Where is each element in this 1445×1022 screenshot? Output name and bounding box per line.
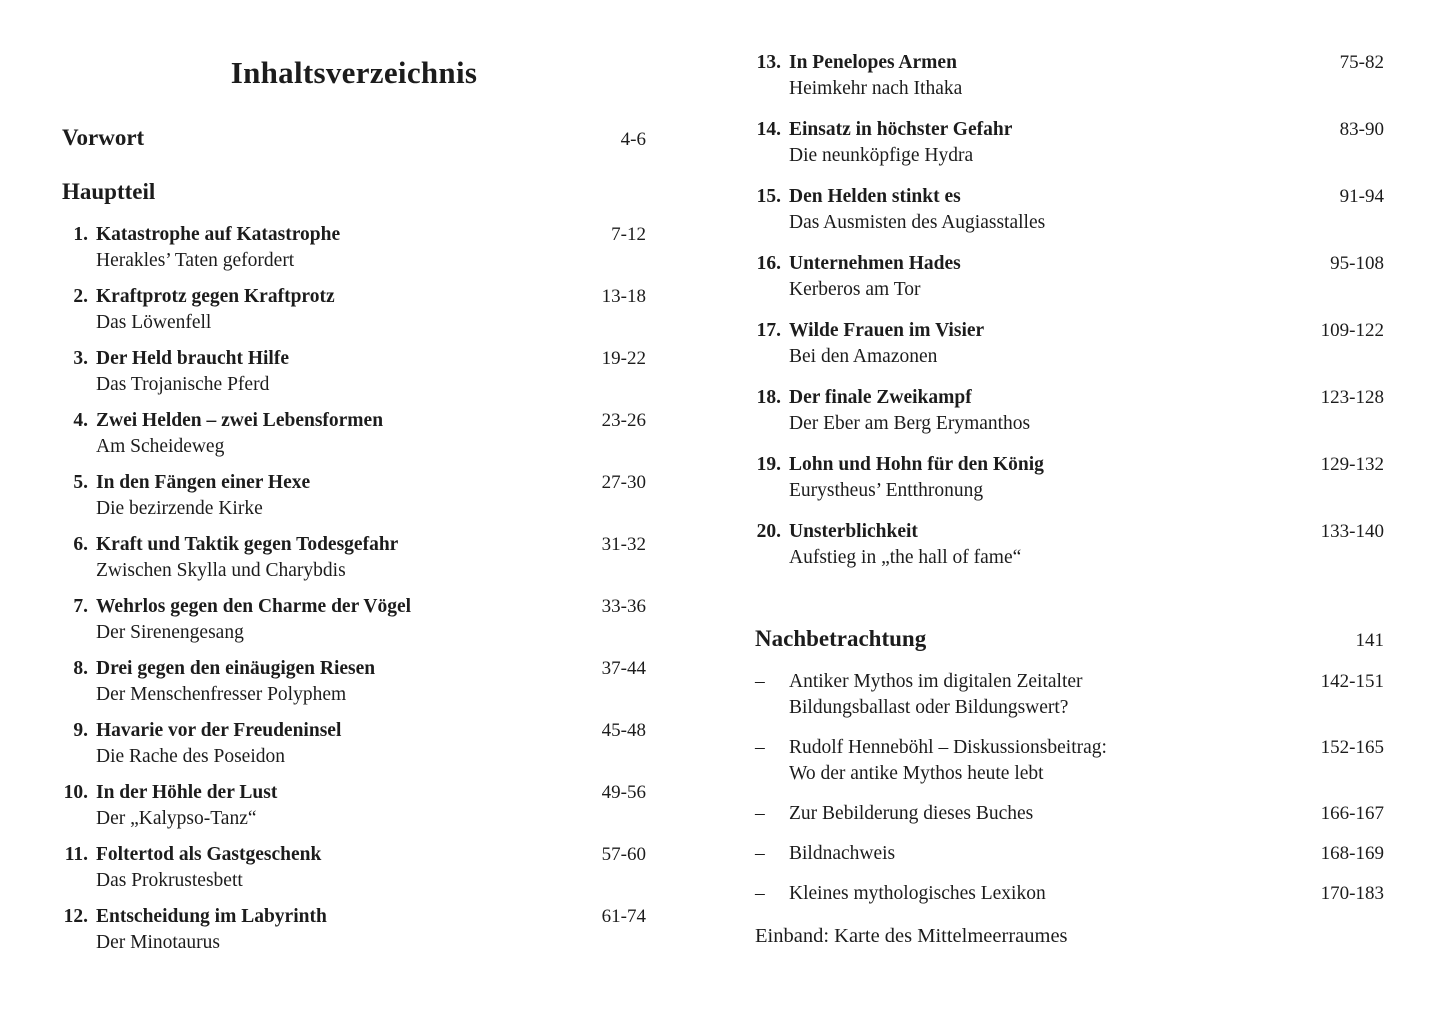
toc-right-column [755, 50, 1384, 949]
toc-entry-number: 12. [63, 906, 88, 927]
toc-entry-number: 11. [64, 844, 88, 865]
appendix-entry-text [789, 841, 1313, 867]
toc-entry-number: 17. [756, 320, 781, 341]
toc-entry-title: Den Helden stinkt es [789, 186, 961, 207]
appendix-entry-line1: Rudolf Henneböhl – Diskussionsbeitrag: [789, 737, 1107, 758]
toc-entry-number: 7. [73, 596, 88, 617]
toc-entry-subtitle: Der Sirenengesang [96, 622, 244, 643]
toc-entry-text [789, 117, 1332, 169]
toc-entry-title: Der finale Zweikampf [789, 387, 972, 408]
toc-entry-pages: 83-90 [1339, 119, 1384, 140]
toc-entry-number: 15. [756, 186, 781, 207]
toc-entry-subtitle: Der „Kalypso-Tanz“ [96, 808, 257, 829]
appendix-entry-text [789, 881, 1313, 907]
toc-entry-pages: 91-94 [1339, 186, 1384, 207]
toc-entry-pages: 49-56 [601, 782, 646, 803]
appendix-entry [755, 801, 1384, 827]
toc-entry-title: Unternehmen Hades [789, 253, 961, 274]
toc-entry [755, 385, 1384, 437]
vorwort-label: Vorwort [62, 125, 145, 150]
toc-entry-text [789, 385, 1313, 437]
nachbetrachtung-row [755, 623, 1384, 655]
appendix-entry-line1: Antiker Mythos im digitalen Zeitalter [789, 671, 1083, 692]
cover-note: Einband: Karte des Mittelmeerraumes [755, 925, 1068, 947]
toc-entry-subtitle: Das Ausmisten des Augiasstalles [789, 212, 1046, 233]
page-title: Inhaltsverzeichnis [230, 55, 478, 90]
toc-entry-text [96, 470, 594, 522]
toc-entry-subtitle: Am Scheideweg [96, 436, 225, 457]
appendix-entry-line2: Bildungsballast oder Bildungswert? [789, 697, 1069, 718]
toc-entry [755, 184, 1384, 236]
toc-entry-pages: 45-48 [601, 720, 646, 741]
toc-entry-text [96, 222, 603, 274]
toc-entry-title: In Penelopes Armen [789, 52, 957, 73]
nachbetrachtung-pages: 141 [1355, 630, 1384, 651]
toc-entry-subtitle: Der Minotaurus [96, 932, 221, 953]
toc-entry [62, 594, 646, 646]
toc-entry-subtitle: Heimkehr nach Ithaka [789, 78, 963, 99]
toc-entry-pages: 13-18 [601, 286, 646, 307]
toc-entry-text [96, 532, 594, 584]
toc-entry-number: 3. [73, 348, 88, 369]
toc-entry [62, 718, 646, 770]
appendix-entry-text [789, 669, 1313, 721]
toc-left-column [62, 52, 646, 966]
toc-entry [755, 452, 1384, 504]
toc-entry-pages: 37-44 [601, 658, 646, 679]
appendix-entry-text [789, 735, 1313, 787]
toc-entry-pages: 95-108 [1330, 253, 1384, 274]
appendix-entry-pages: 166-167 [1320, 803, 1384, 824]
toc-entry [62, 780, 646, 832]
toc-entry-pages: 129-132 [1320, 454, 1384, 475]
appendix-entry-pages: 168-169 [1320, 843, 1384, 864]
appendix-entry-line1: Zur Bebilderung dieses Buches [789, 803, 1034, 824]
toc-entry-subtitle: Das Trojanische Pferd [96, 374, 270, 395]
toc-entry-subtitle: Eurystheus’ Entthronung [789, 480, 984, 501]
toc-entry-subtitle: Herakles’ Taten gefordert [96, 250, 295, 271]
toc-entry [62, 284, 646, 336]
toc-entry-title: Der Held braucht Hilfe [96, 348, 289, 369]
toc-entry-pages: 27-30 [601, 472, 646, 493]
toc-entry-pages: 23-26 [601, 410, 646, 431]
toc-entry-number: 13. [756, 52, 781, 73]
toc-entry-title: In der Höhle der Lust [96, 782, 278, 803]
toc-entry-pages: 133-140 [1320, 521, 1384, 542]
toc-entry-pages: 57-60 [601, 844, 646, 865]
hauptteil-label: Hauptteil [62, 179, 156, 204]
toc-entry-text [96, 780, 594, 832]
toc-entries-left [62, 222, 646, 956]
toc-entry [62, 656, 646, 708]
toc-entry-subtitle: Der Menschenfresser Polyphem [96, 684, 347, 705]
toc-entry-pages: 19-22 [601, 348, 646, 369]
toc-entry-pages: 31-32 [601, 534, 646, 555]
toc-entry [62, 842, 646, 894]
toc-entry-subtitle: Zwischen Skylla und Charybdis [96, 560, 346, 581]
toc-entry [755, 318, 1384, 370]
toc-entry-text [96, 284, 594, 336]
appendix-entry-line2: Wo der antike Mythos heute lebt [789, 763, 1044, 784]
nachbetrachtung-label: Nachbetrachtung [755, 626, 927, 651]
toc-entry-number: 9. [73, 720, 88, 741]
toc-entry-title: Havarie vor der Freudeninsel [96, 720, 342, 741]
toc-entry [755, 50, 1384, 102]
dash-bullet: – [755, 843, 765, 864]
toc-entry-number: 20. [756, 521, 781, 542]
toc-entries-right [755, 50, 1384, 571]
toc-entry-text [96, 656, 594, 708]
toc-entry-text [96, 594, 594, 646]
toc-entry-title: In den Fängen einer Hexe [96, 472, 311, 493]
vorwort-row [62, 122, 646, 154]
toc-entry-number: 8. [73, 658, 88, 679]
toc-entry [755, 117, 1384, 169]
toc-entry-number: 2. [73, 286, 88, 307]
toc-entry-number: 18. [756, 387, 781, 408]
toc-entry-title: Unsterblichkeit [789, 521, 918, 542]
toc-entry-pages: 109-122 [1320, 320, 1384, 341]
toc-entry [755, 251, 1384, 303]
toc-entry [62, 346, 646, 398]
toc-entry-subtitle: Bei den Amazonen [789, 346, 938, 367]
toc-entry-text [96, 408, 594, 460]
toc-entry-text [96, 718, 594, 770]
toc-entry-number: 5. [73, 472, 88, 493]
toc-entry-text [789, 519, 1313, 571]
toc-entry-subtitle: Der Eber am Berg Erymanthos [789, 413, 1031, 434]
toc-entry-subtitle: Das Löwenfell [96, 312, 212, 333]
appendix-entry-line1: Kleines mythologisches Lexikon [789, 883, 1046, 904]
toc-entry-text [789, 452, 1313, 504]
toc-entry-pages: 123-128 [1320, 387, 1384, 408]
toc-entry-title: Kraft und Taktik gegen Todesgefahr [96, 534, 399, 555]
toc-entry-title: Katastrophe auf Katastrophe [96, 224, 341, 245]
appendix-entry-pages: 170-183 [1320, 883, 1384, 904]
toc-entry-number: 1. [73, 224, 88, 245]
toc-entry-text [96, 842, 594, 894]
toc-entry-subtitle: Die neunköpfige Hydra [789, 145, 974, 166]
toc-entry-pages: 61-74 [601, 906, 646, 927]
toc-entry-subtitle: Die Rache des Poseidon [96, 746, 286, 767]
toc-entry-subtitle: Kerberos am Tor [789, 279, 921, 300]
toc-entry-number: 14. [756, 119, 781, 140]
toc-entry-title: Entscheidung im Labyrinth [96, 906, 327, 927]
toc-entry-title: Drei gegen den einäugigen Riesen [96, 658, 376, 679]
toc-entry-text [96, 904, 594, 956]
toc-entry [62, 470, 646, 522]
toc-entry-title: Kraftprotz gegen Kraftprotz [96, 286, 335, 307]
toc-entry-text [789, 184, 1332, 236]
toc-entry-title: Foltertod als Gastgeschenk [96, 844, 322, 865]
dash-bullet: – [755, 883, 765, 904]
appendix-entry-pages: 152-165 [1320, 737, 1384, 758]
appendix-entry-line1: Bildnachweis [789, 843, 896, 864]
toc-entry-text [789, 251, 1322, 303]
toc-entry-text [789, 50, 1332, 102]
appendix-entry-pages: 142-151 [1320, 671, 1384, 692]
dash-bullet: – [755, 671, 765, 692]
appendix-entry [755, 735, 1384, 787]
toc-entry [62, 904, 646, 956]
toc-entry-number: 16. [756, 253, 781, 274]
toc-entry-text [96, 346, 594, 398]
appendix-entry [755, 669, 1384, 721]
toc-entry-subtitle: Aufstieg in „the hall of fame“ [789, 547, 1022, 568]
toc-entry-number: 4. [73, 410, 88, 431]
appendix-entries [755, 669, 1384, 907]
toc-entry-number: 19. [756, 454, 781, 475]
toc-entry-title: Zwei Helden – zwei Lebensformen [96, 410, 384, 431]
dash-bullet: – [755, 737, 765, 758]
toc-entry-pages: 75-82 [1339, 52, 1384, 73]
toc-entry [755, 519, 1384, 571]
toc-entry-pages: 33-36 [601, 596, 646, 617]
vorwort-pages: 4-6 [620, 129, 646, 150]
toc-entry-number: 6. [73, 534, 88, 555]
dash-bullet: – [755, 803, 765, 824]
toc-entry-number: 10. [63, 782, 88, 803]
toc-entry-title: Einsatz in höchster Gefahr [789, 119, 1013, 140]
toc-entry [62, 222, 646, 274]
toc-entry-text [789, 318, 1313, 370]
toc-entry [62, 408, 646, 460]
appendix-entry [755, 841, 1384, 867]
toc-entry-title: Wehrlos gegen den Charme der Vögel [96, 596, 412, 617]
hauptteil-row [62, 176, 646, 208]
toc-entry [62, 532, 646, 584]
toc-entry-subtitle: Das Prokrustesbett [96, 870, 243, 891]
toc-entry-subtitle: Die bezirzende Kirke [96, 498, 263, 519]
appendix-entry-text [789, 801, 1313, 827]
toc-entry-pages: 7-12 [611, 224, 646, 245]
toc-entry-title: Wilde Frauen im Visier [789, 320, 985, 341]
toc-entry-title: Lohn und Hohn für den König [789, 454, 1044, 475]
appendix-entry [755, 881, 1384, 907]
